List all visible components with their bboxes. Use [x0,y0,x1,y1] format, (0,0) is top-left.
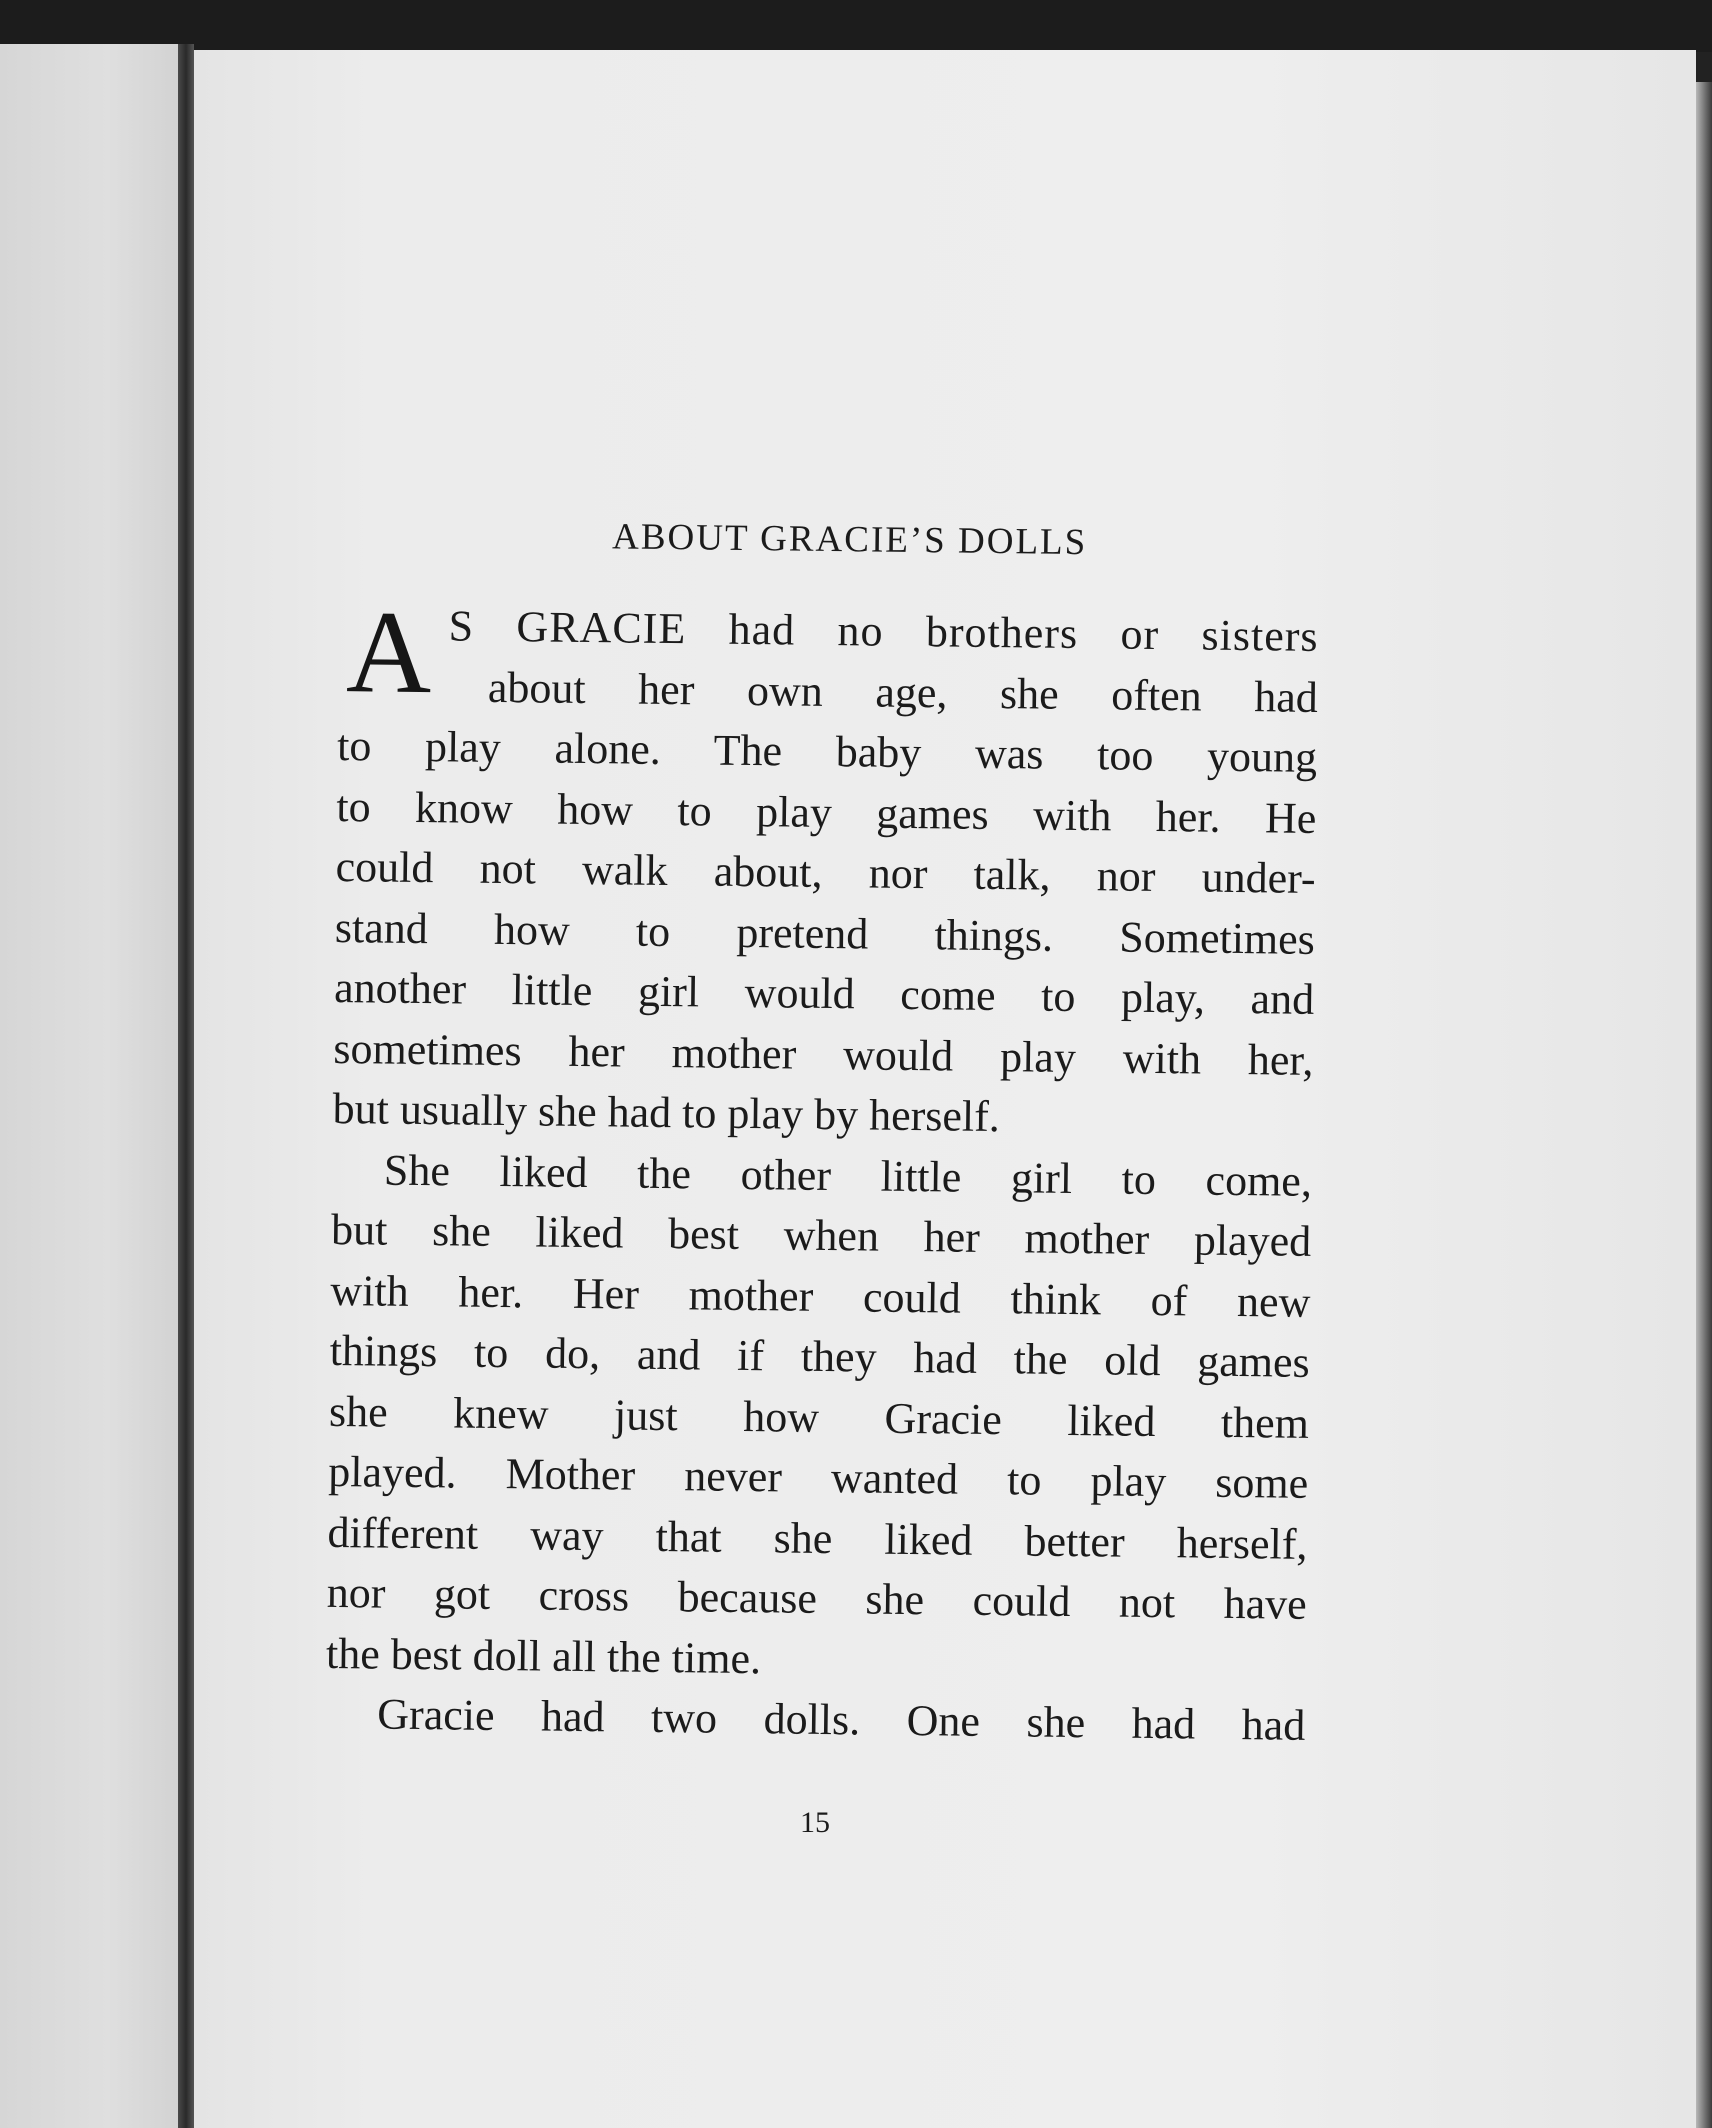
first-paragraph [332,586,1319,1151]
text-line: the best doll all the time. [325,1628,762,1683]
text-line: things to do, and if they had the old games [329,1325,1310,1387]
text-line: but she liked best when her mother played [330,1204,1312,1266]
scan-top-edge [0,0,1712,52]
text-line: sometimes her mother would play with her, [333,1023,1314,1085]
text-line: to know how to play games with her. He [336,781,1317,843]
left-page-edge [0,44,180,2128]
page-content [325,512,1320,1756]
text-line: she knew just how Gracie liked them [328,1386,1310,1448]
third-paragraph [325,1684,1306,1756]
text-line: but usually she had to play by herself. [332,1083,1001,1142]
text-line: about her own age, she often had [487,662,1319,722]
text-line: to play alone. The baby was too young [336,720,1318,782]
page-number: 15 [800,1806,830,1839]
text-line: could not walk about, nor talk, nor under- [335,841,1316,903]
text-line: nor got cross because she could not have [326,1567,1308,1629]
text-line: S GRACIE had no brothers or sisters [448,601,1319,661]
text-line: Gracie had two dolls. One she had had [377,1689,1306,1750]
text-line: played. Mother never wanted to play some [327,1446,1309,1508]
text-line: stand how to pretend things. Sometimes [334,902,1316,964]
second-paragraph [326,1139,1313,1695]
book-gutter [178,44,194,2128]
chapter-title: ABOUT GRACIE’S DOLLS [611,516,1088,564]
text-line: different way that she liked better herself, [327,1507,1308,1569]
text-line: She liked the other little girl to come, [383,1145,1313,1206]
text-line: another little girl would come to play, and [333,962,1315,1024]
text-line: with her. Her mother could think of new [330,1265,1311,1327]
right-page-edge [1696,82,1712,2128]
drop-cap: A [345,586,433,719]
